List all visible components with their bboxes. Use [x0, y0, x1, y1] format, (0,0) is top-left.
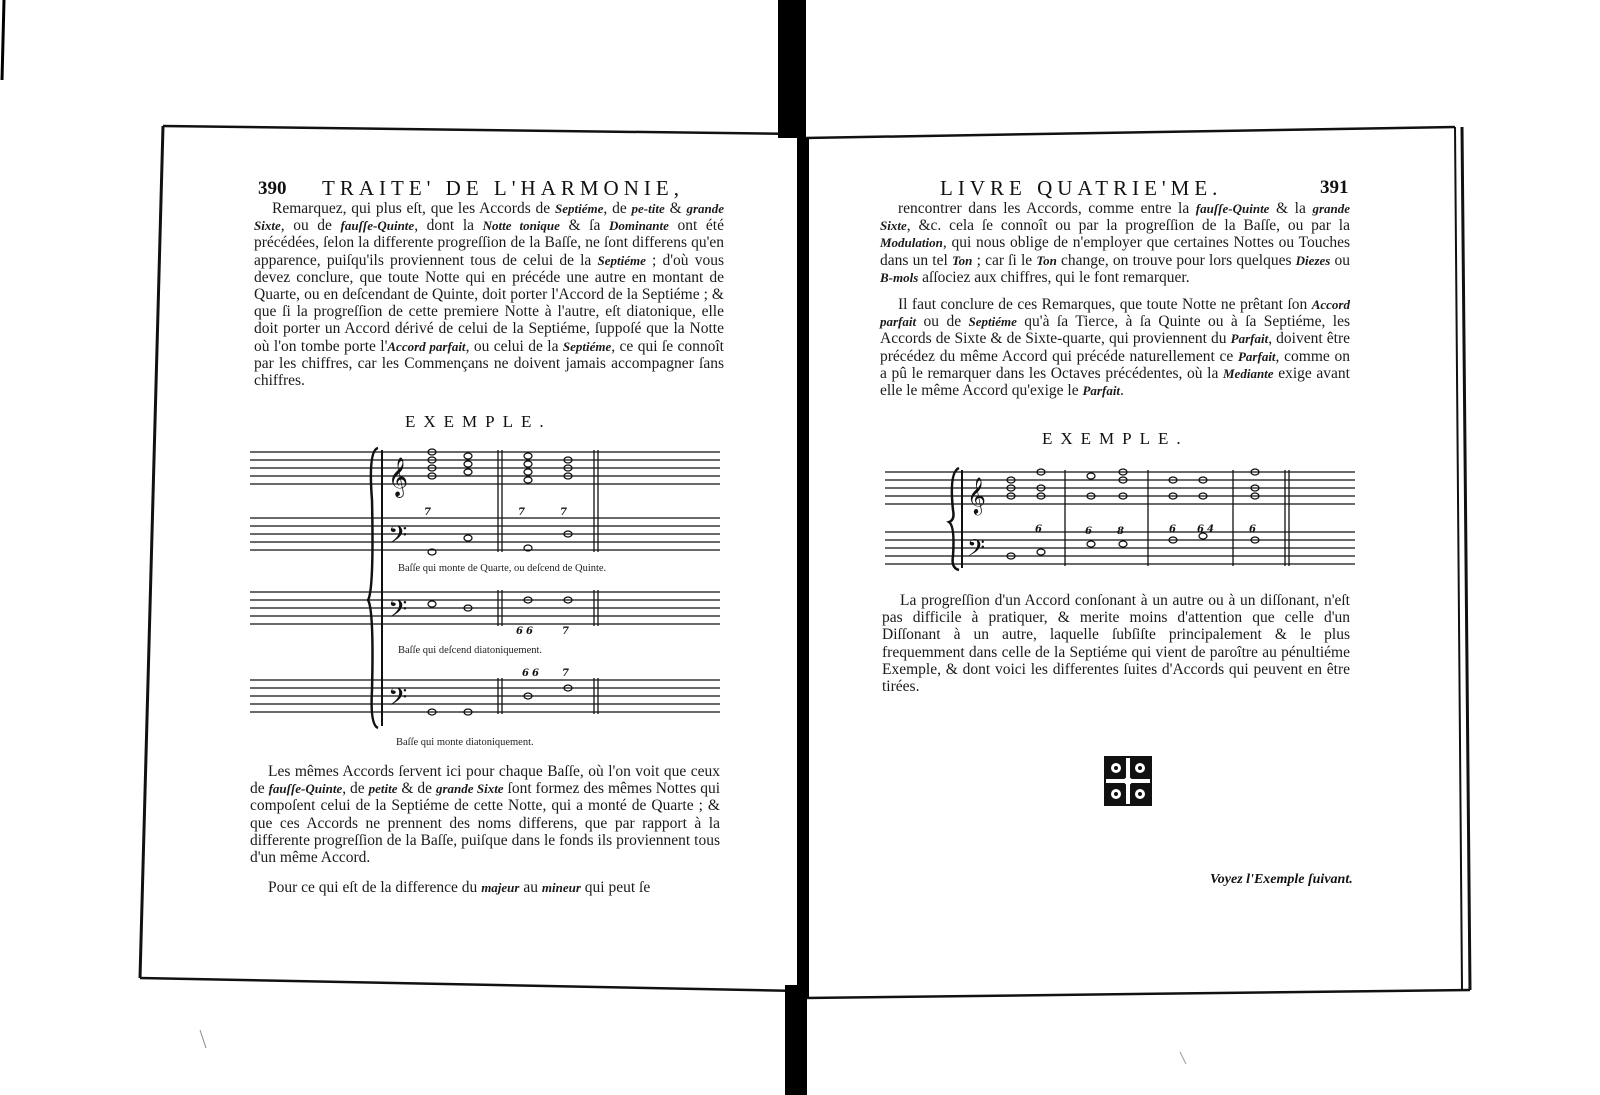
right-figure-4: 6	[1169, 524, 1176, 535]
right-running-head: LIVRE QUATRIE'ME.	[940, 176, 1223, 200]
left-figure-2: 7	[518, 507, 525, 518]
left-music-example	[250, 440, 730, 760]
left-treble-staff	[250, 452, 720, 484]
right-exemple-label: EXEMPLE.	[1042, 429, 1189, 448]
right-music-example	[885, 460, 1360, 580]
catchword: Voyez l'Exemple ſuivant.	[1210, 872, 1353, 887]
left-figure-3: 7	[560, 507, 567, 518]
left-caption-1: Baſſe qui monte de Quarte, ou deſcend de Quinte.	[398, 563, 607, 574]
right-paragraph-2: Il faut conclure de ces Remarques, que toute Notte ne prêtant ſon Accord parfait ou de Septiéme qu'à ſa Tierce, à ſa Quinte ou à ſa Septiéme, les Accords de Sixte & de Sixte-quarte, qui proviennent du Parfait, doivent être précédez du même Accord qui précéde naturellement ce Parfait, comme on a pû le remarquer dans les Octaves précédentes, où la Mediante exige avant elle le même Accord qu'exige le Parfait.	[880, 296, 1351, 400]
right-figure-5: 6	[1197, 524, 1204, 535]
svg-text:𝄢: 𝄢	[388, 595, 408, 630]
left-figure-1: 7	[424, 507, 431, 518]
right-paragraph-3: La progreſſion d'un Accord conſonant à un autre ou à un diſſonant, n'eſt pas difficile à pratiquer, & merite moins d'attention que celle d'un Diſſonant à un autre, laquelle ſubſiſte principalement & le plus frequemment dans celle de la Septiéme qui vient de paroître au pénultiéme Exemple, & dont voici les differentes ſuites d'Accords qui peuvent en être tirées.	[882, 592, 1350, 696]
left-paragraph-2: Les mêmes Accords ſervent ici pour chaque Baſſe, où l'on voit que ceux de fauſſe-Quinte, de petite & de grande Sixte ſont formez des mêmes Nottes qui compoſent celui de la Septiéme de cette Notte, qui a monté de Quarte ; & que ces Accords ne prennent des noms differens, que par rapport à la differente progreſſion de la Baſſe, puiſque dans le fonds ils proviennent tous d'un même Accord.	[250, 763, 720, 867]
right-page-number: 391	[1320, 177, 1349, 198]
svg-text:𝄞: 𝄞	[388, 457, 409, 497]
right-figure-1: 6	[1035, 524, 1042, 535]
right-paragraph-1: rencontrer dans les Accords, comme entre la fauſſe-Quinte & la grande Sixte, &c. cela ſe connoît ou par la progreſſion de la Baſſe, ou par la Modulation, qui nous oblige de n'employer que certaines Nottes ou Touches dans un tel Ton ; car ſi le Ton change, on trouve pour lors quelques Diezes ou B-mols aſſociez aux chiffres, qui le font remarquer.	[880, 200, 1351, 286]
left-figure-7: 6	[522, 668, 529, 679]
svg-text:𝄢: 𝄢	[388, 521, 408, 556]
left-page-number: 390	[258, 178, 287, 199]
left-exemple-label: EXEMPLE.	[405, 412, 552, 431]
right-figure-6: 4	[1207, 524, 1214, 535]
right-figure-7: 6	[1249, 524, 1256, 535]
left-paragraph-3: Pour ce qui eſt de la difference du majeur au mineur qui peut ſe	[268, 879, 651, 896]
right-figure-2: 6	[1085, 526, 1092, 537]
left-running-head: TRAITE' DE L'HARMONIE,	[322, 176, 684, 200]
left-figure-6: 7	[562, 626, 569, 637]
left-paragraph-1: Remarquez, qui plus eſt, que les Accords de Septiéme, de pe-tite & grande Sixte, ou de fauſſe-Quinte, dont la Notte tonique & ſa Dominante ont été précédées, ſelon la differente progreſſion de la Baſſe, ne ſont differens qu'en apparence, puiſqu'ils proviennent tous de celui de la Septiéme ; d'où vous devez conclure, que toute Notte qui en précéde une autre en montant de Quarte, ou en deſcendant de Quinte, doit porter l'Accord de la Septiéme ; & que ſi la progreſſion de cette premiere Notte à l'autre, eſt diatonique, elle doit porter un Accord dérivé de celui de la Septiéme, ſuppoſé que la Notte où l'on tombe porte l'Accord parfait, ou celui de la Septiéme, ce qui ſe connoît par les chiffres, car les Commençans ne doivent jamais accompagner ſans chiffres.	[254, 200, 724, 390]
svg-text:𝄢: 𝄢	[967, 534, 986, 567]
right-figure-3: 8	[1117, 526, 1124, 537]
left-figure-5: 6	[526, 626, 533, 637]
left-caption-3: Baſſe qui monte diatoniquement.	[396, 737, 534, 748]
left-figure-8: 6	[532, 668, 539, 679]
left-figure-4: 6	[516, 626, 523, 637]
fleuron-ornament	[1104, 756, 1152, 806]
svg-text:𝄞: 𝄞	[967, 476, 986, 514]
left-caption-2: Baſſe qui deſcend diatoniquement.	[398, 645, 543, 656]
svg-text:𝄢: 𝄢	[388, 683, 408, 718]
left-figure-9: 7	[562, 668, 569, 679]
